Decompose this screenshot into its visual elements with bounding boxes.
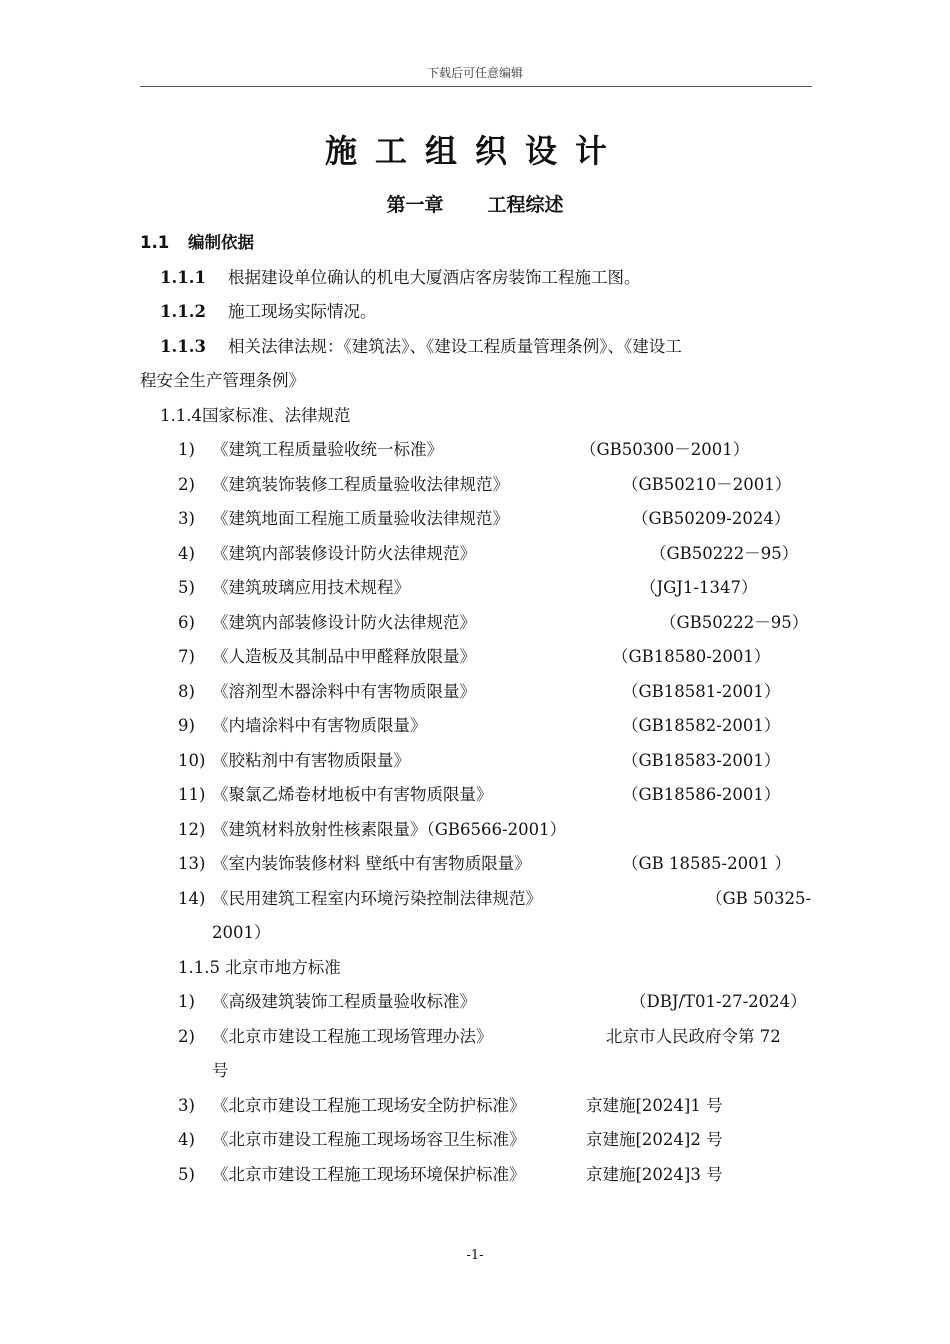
item-code: （GB50209-2024） [632, 509, 791, 528]
item-title: 《建筑材料放射性核素限量》（GB6566-2001） [212, 819, 567, 839]
standard-item [140, 985, 812, 1020]
item-index: 2) [178, 1026, 195, 1046]
subsection-1-1-3-continuation: 程安全生产管理条例》 [140, 371, 305, 390]
item-title: 《室内装饰装修材料 壁纸中有害物质限量》 [212, 854, 531, 873]
document-body [140, 226, 812, 1192]
standard-item [140, 1158, 812, 1193]
item-title: 《人造板及其制品中甲醛释放限量》 [212, 647, 476, 666]
item-title: 《建筑内部装修设计防火法律规范》 [212, 612, 476, 632]
item-index: 6) [178, 612, 195, 632]
standard-item [140, 502, 812, 537]
standard-item [140, 882, 812, 917]
item-continuation: 号 [212, 1061, 229, 1080]
subsection-text: 施工现场实际情况。 [228, 302, 377, 321]
standard-item [140, 1020, 812, 1055]
page-number: -1- [466, 1248, 484, 1263]
item-index: 1) [178, 992, 195, 1011]
subsection-text: 根据建设单位确认的机电大厦酒店客房装饰工程施工图。 [228, 267, 641, 287]
section-number: 1.1 [140, 233, 170, 252]
item-index: 3) [178, 1095, 195, 1115]
item-title: 《胶粘剂中有害物质限量》 [212, 750, 410, 770]
item-index: 14) [178, 888, 206, 908]
item-code: （GB 18585-2001 ） [622, 854, 791, 873]
standard-item [140, 744, 812, 779]
subsection-1-1-2 [140, 295, 812, 330]
item-index: 1) [178, 440, 195, 459]
item-code: （GB50300－2001） [580, 440, 750, 459]
item-title: 《聚氯乙烯卷材地板中有害物质限量》 [212, 785, 493, 804]
national-standards-heading: 1.1.4国家标准、法律规范 [160, 405, 351, 425]
standard-item [140, 778, 812, 813]
subsection-1-1-1 [140, 261, 812, 296]
standard-item [140, 709, 812, 744]
item-code: （GB 50325- [706, 888, 812, 908]
section-title: 编制依据 [188, 233, 254, 252]
standard-item [140, 433, 812, 468]
item-index: 10) [178, 750, 206, 770]
chapter-name: 工程综述 [487, 194, 564, 216]
standard-item [140, 537, 812, 572]
item-code: （GB18582-2001） [622, 716, 781, 735]
subsection-1-1-3 [140, 330, 812, 365]
item-code: 京建施[2024]3 号 [586, 1164, 723, 1184]
subsection-number: 1.1.1 [160, 267, 206, 287]
section-heading [140, 226, 812, 261]
item-code: （DBJ/T01-27-2024） [630, 992, 807, 1011]
standard-item [140, 606, 812, 641]
item-index: 5) [178, 578, 195, 597]
standard-item [140, 468, 812, 503]
item-code: 京建施[2024]2 号 [586, 1130, 723, 1149]
item-code: 北京市人民政府令第 72 [606, 1026, 781, 1046]
item-code: （GB18583-2001） [622, 750, 781, 770]
item-title: 《建筑玻璃应用技术规程》 [212, 578, 410, 597]
item-code: 京建施[2024]1 号 [586, 1095, 723, 1115]
beijing-standards-list [140, 985, 812, 1192]
item-index: 4) [178, 1130, 195, 1149]
subsection-number: 1.1.3 [160, 336, 206, 356]
item-index: 3) [178, 509, 195, 528]
subsection-number: 1.1.2 [160, 302, 206, 321]
beijing-standards-heading: 1.1.5 北京市地方标准 [178, 957, 341, 977]
item-title: 《溶剂型木器涂料中有害物质限量》 [212, 681, 476, 701]
item-index: 7) [178, 647, 195, 666]
item-index: 12) [178, 819, 206, 839]
item-title: 《民用建筑工程室内环境污染控制法律规范》 [212, 888, 542, 908]
item-index: 13) [178, 854, 206, 873]
item-continuation: 2001） [212, 923, 271, 942]
item-code: （GB18580-2001） [612, 647, 771, 666]
item-title: 《北京市建设工程施工现场环境保护标准》 [212, 1164, 526, 1184]
chapter-heading [0, 190, 950, 217]
item-code: （JGJ1-1347） [640, 578, 758, 597]
item-index: 9) [178, 716, 195, 735]
item-code: （GB50222－95） [660, 612, 809, 632]
item-index: 11) [178, 785, 206, 804]
item-code: （GB18581-2001） [622, 681, 781, 701]
item-code: （GB50210－2001） [622, 474, 792, 494]
subsection-text: 相关法律法规：《建筑法》、《建设工程质量管理条例》、《建设工 [228, 336, 682, 356]
standard-item [140, 1089, 812, 1124]
page-header: 下载后可任意编辑 [426, 66, 523, 80]
item-title: 《建筑地面工程施工质量验收法律规范》 [212, 509, 509, 528]
document-title: 施工组织设计 [324, 132, 625, 170]
standard-item [140, 1123, 812, 1158]
item-title: 《建筑内部装修设计防火法律规范》 [212, 543, 476, 563]
item-index: 4) [178, 543, 195, 563]
item-title: 《高级建筑装饰工程质量验收标准》 [212, 992, 476, 1011]
item-title: 《北京市建设工程施工现场安全防护标准》 [212, 1095, 526, 1115]
item-index: 5) [178, 1164, 195, 1184]
item-title: 《北京市建设工程施工现场场容卫生标准》 [212, 1130, 526, 1149]
item-code: （GB18586-2001） [622, 785, 781, 804]
standard-item [140, 847, 812, 882]
chapter-number: 第一章 [386, 194, 444, 216]
item-title: 《北京市建设工程施工现场管理办法》 [212, 1026, 493, 1046]
standard-item [140, 813, 812, 848]
standard-item [140, 640, 812, 675]
item-index: 8) [178, 681, 195, 701]
item-index: 2) [178, 474, 195, 494]
item-code: （GB50222－95） [650, 543, 799, 563]
national-standards-list [140, 433, 812, 951]
item-title: 《建筑装饰装修工程质量验收法律规范》 [212, 474, 509, 494]
item-title: 《内墙涂料中有害物质限量》 [212, 716, 427, 735]
standard-item [140, 571, 812, 606]
item-title: 《建筑工程质量验收统一标准》 [212, 440, 443, 459]
header-rule [140, 86, 812, 87]
standard-item [140, 675, 812, 710]
